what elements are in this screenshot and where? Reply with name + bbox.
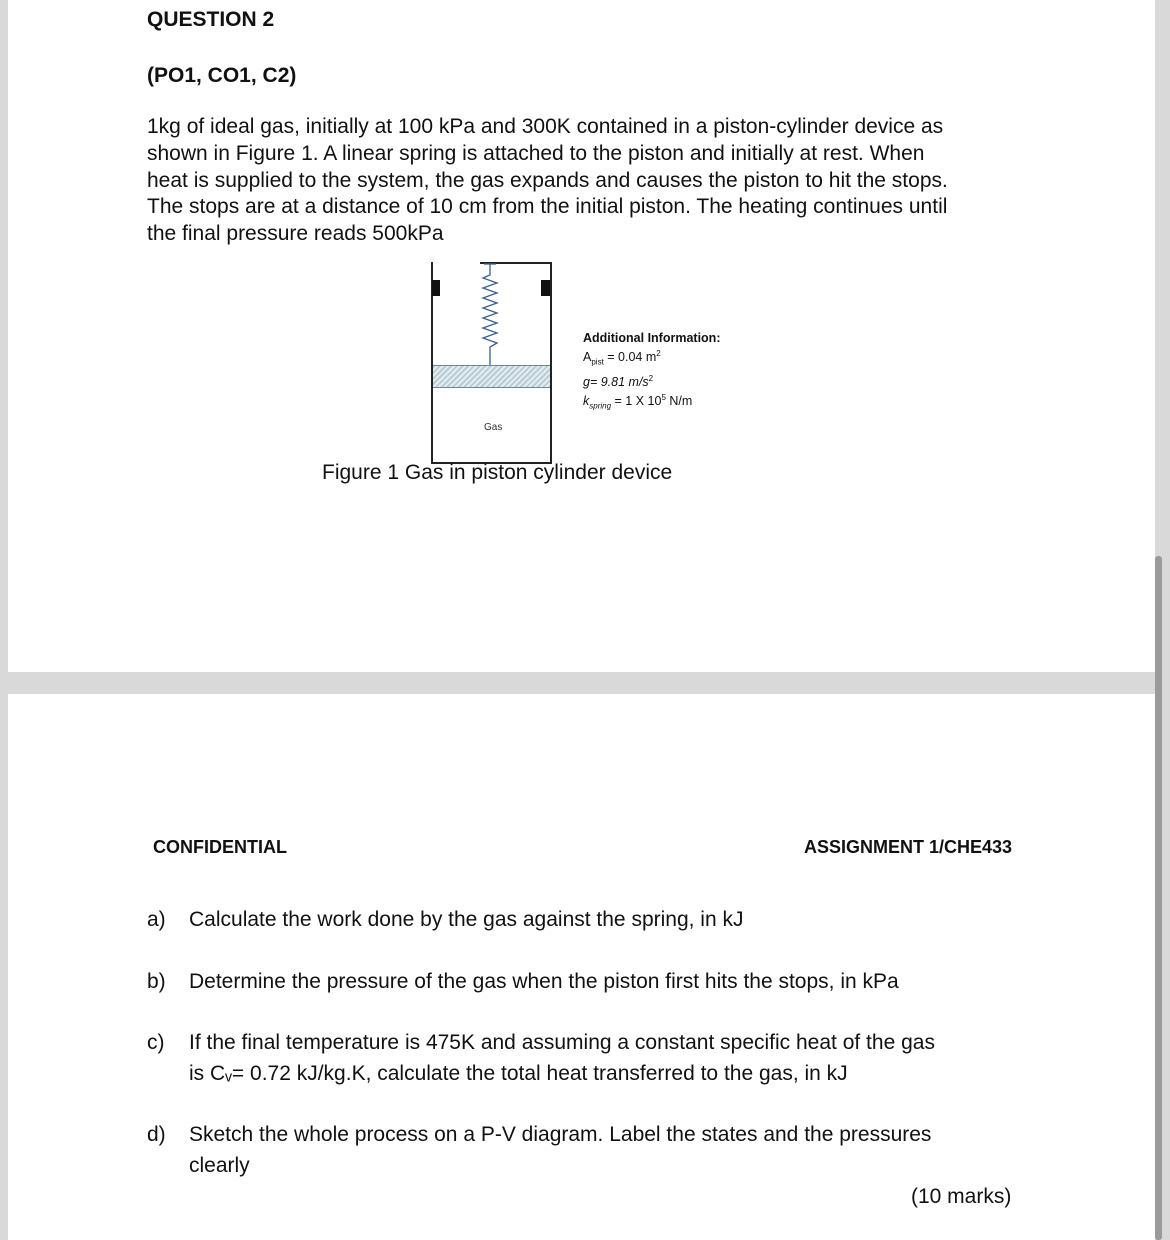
page-2	[8, 694, 1155, 1240]
cylinder-right-wall	[550, 262, 552, 464]
problem-statement	[147, 114, 1047, 248]
question-heading: QUESTION 2	[147, 8, 275, 31]
assignment-code: ASSIGNMENT 1/CHE433	[804, 837, 1013, 857]
scrollbar[interactable]	[1155, 556, 1162, 1240]
confidential-label: CONFIDENTIAL	[153, 837, 287, 857]
gas-label: Gas	[484, 422, 503, 433]
part-c-text-1: If the final temperature is 475K and assuming a constant specific heat of the gas	[189, 1031, 935, 1054]
part-b-text: Determine the pressure of the gas when the piston first hits the stops, in kPa	[189, 970, 899, 993]
part-a-label: a)	[147, 908, 166, 931]
left-stop	[432, 280, 440, 296]
additional-info	[583, 330, 720, 414]
problem-line: 1kg of ideal gas, initially at 100 kPa and 300K contained in a piston-cylinder device as	[147, 115, 944, 138]
figure-caption: Figure 1 Gas in piston cylinder device	[322, 461, 673, 484]
info-title: Additional Information:	[583, 331, 721, 345]
part-a-text: Calculate the work done by the gas against the spring, in kJ	[189, 908, 744, 931]
part-b-label: b)	[147, 970, 166, 993]
part-c-text-2: is Cᵥ= 0.72 kJ/kg.K, calculate the total heat transferred to the gas, in kJ	[189, 1062, 848, 1085]
part-d-text-2: clearly	[189, 1154, 250, 1177]
outcome-codes: (PO1, CO1, C2)	[147, 64, 297, 87]
problem-line: The stops are at a distance of 10 cm from the initial piston. The heating continues until	[147, 195, 948, 219]
right-stop	[541, 280, 550, 296]
problem-line: heat is supplied to the system, the gas expands and causes the piston to hit the stops.	[147, 168, 948, 192]
cylinder-top-gap	[432, 261, 480, 265]
piston	[433, 365, 550, 388]
marks-label: (10 marks)	[911, 1185, 1012, 1208]
info-area: $A_{pist} = 0.04$ $m^2$	[583, 349, 661, 367]
part-c-label: c)	[147, 1031, 165, 1054]
piston-cylinder-figure	[410, 258, 770, 468]
part-d-label: d)	[147, 1123, 166, 1146]
info-gravity: g= 9.81 $m/s^2$	[583, 373, 654, 389]
spring-icon	[480, 263, 504, 367]
problem-line: the final pressure reads 500kPa	[147, 222, 444, 246]
info-spring-constant: $k_{spring} = 1$ X $10^5$ N/m	[583, 392, 693, 411]
problem-line: shown in Figure 1. A linear spring is attached to the piston and initially at rest. When	[147, 141, 925, 165]
part-d-text-1: Sketch the whole process on a P-V diagram. Label the states and the pressures	[189, 1123, 932, 1146]
